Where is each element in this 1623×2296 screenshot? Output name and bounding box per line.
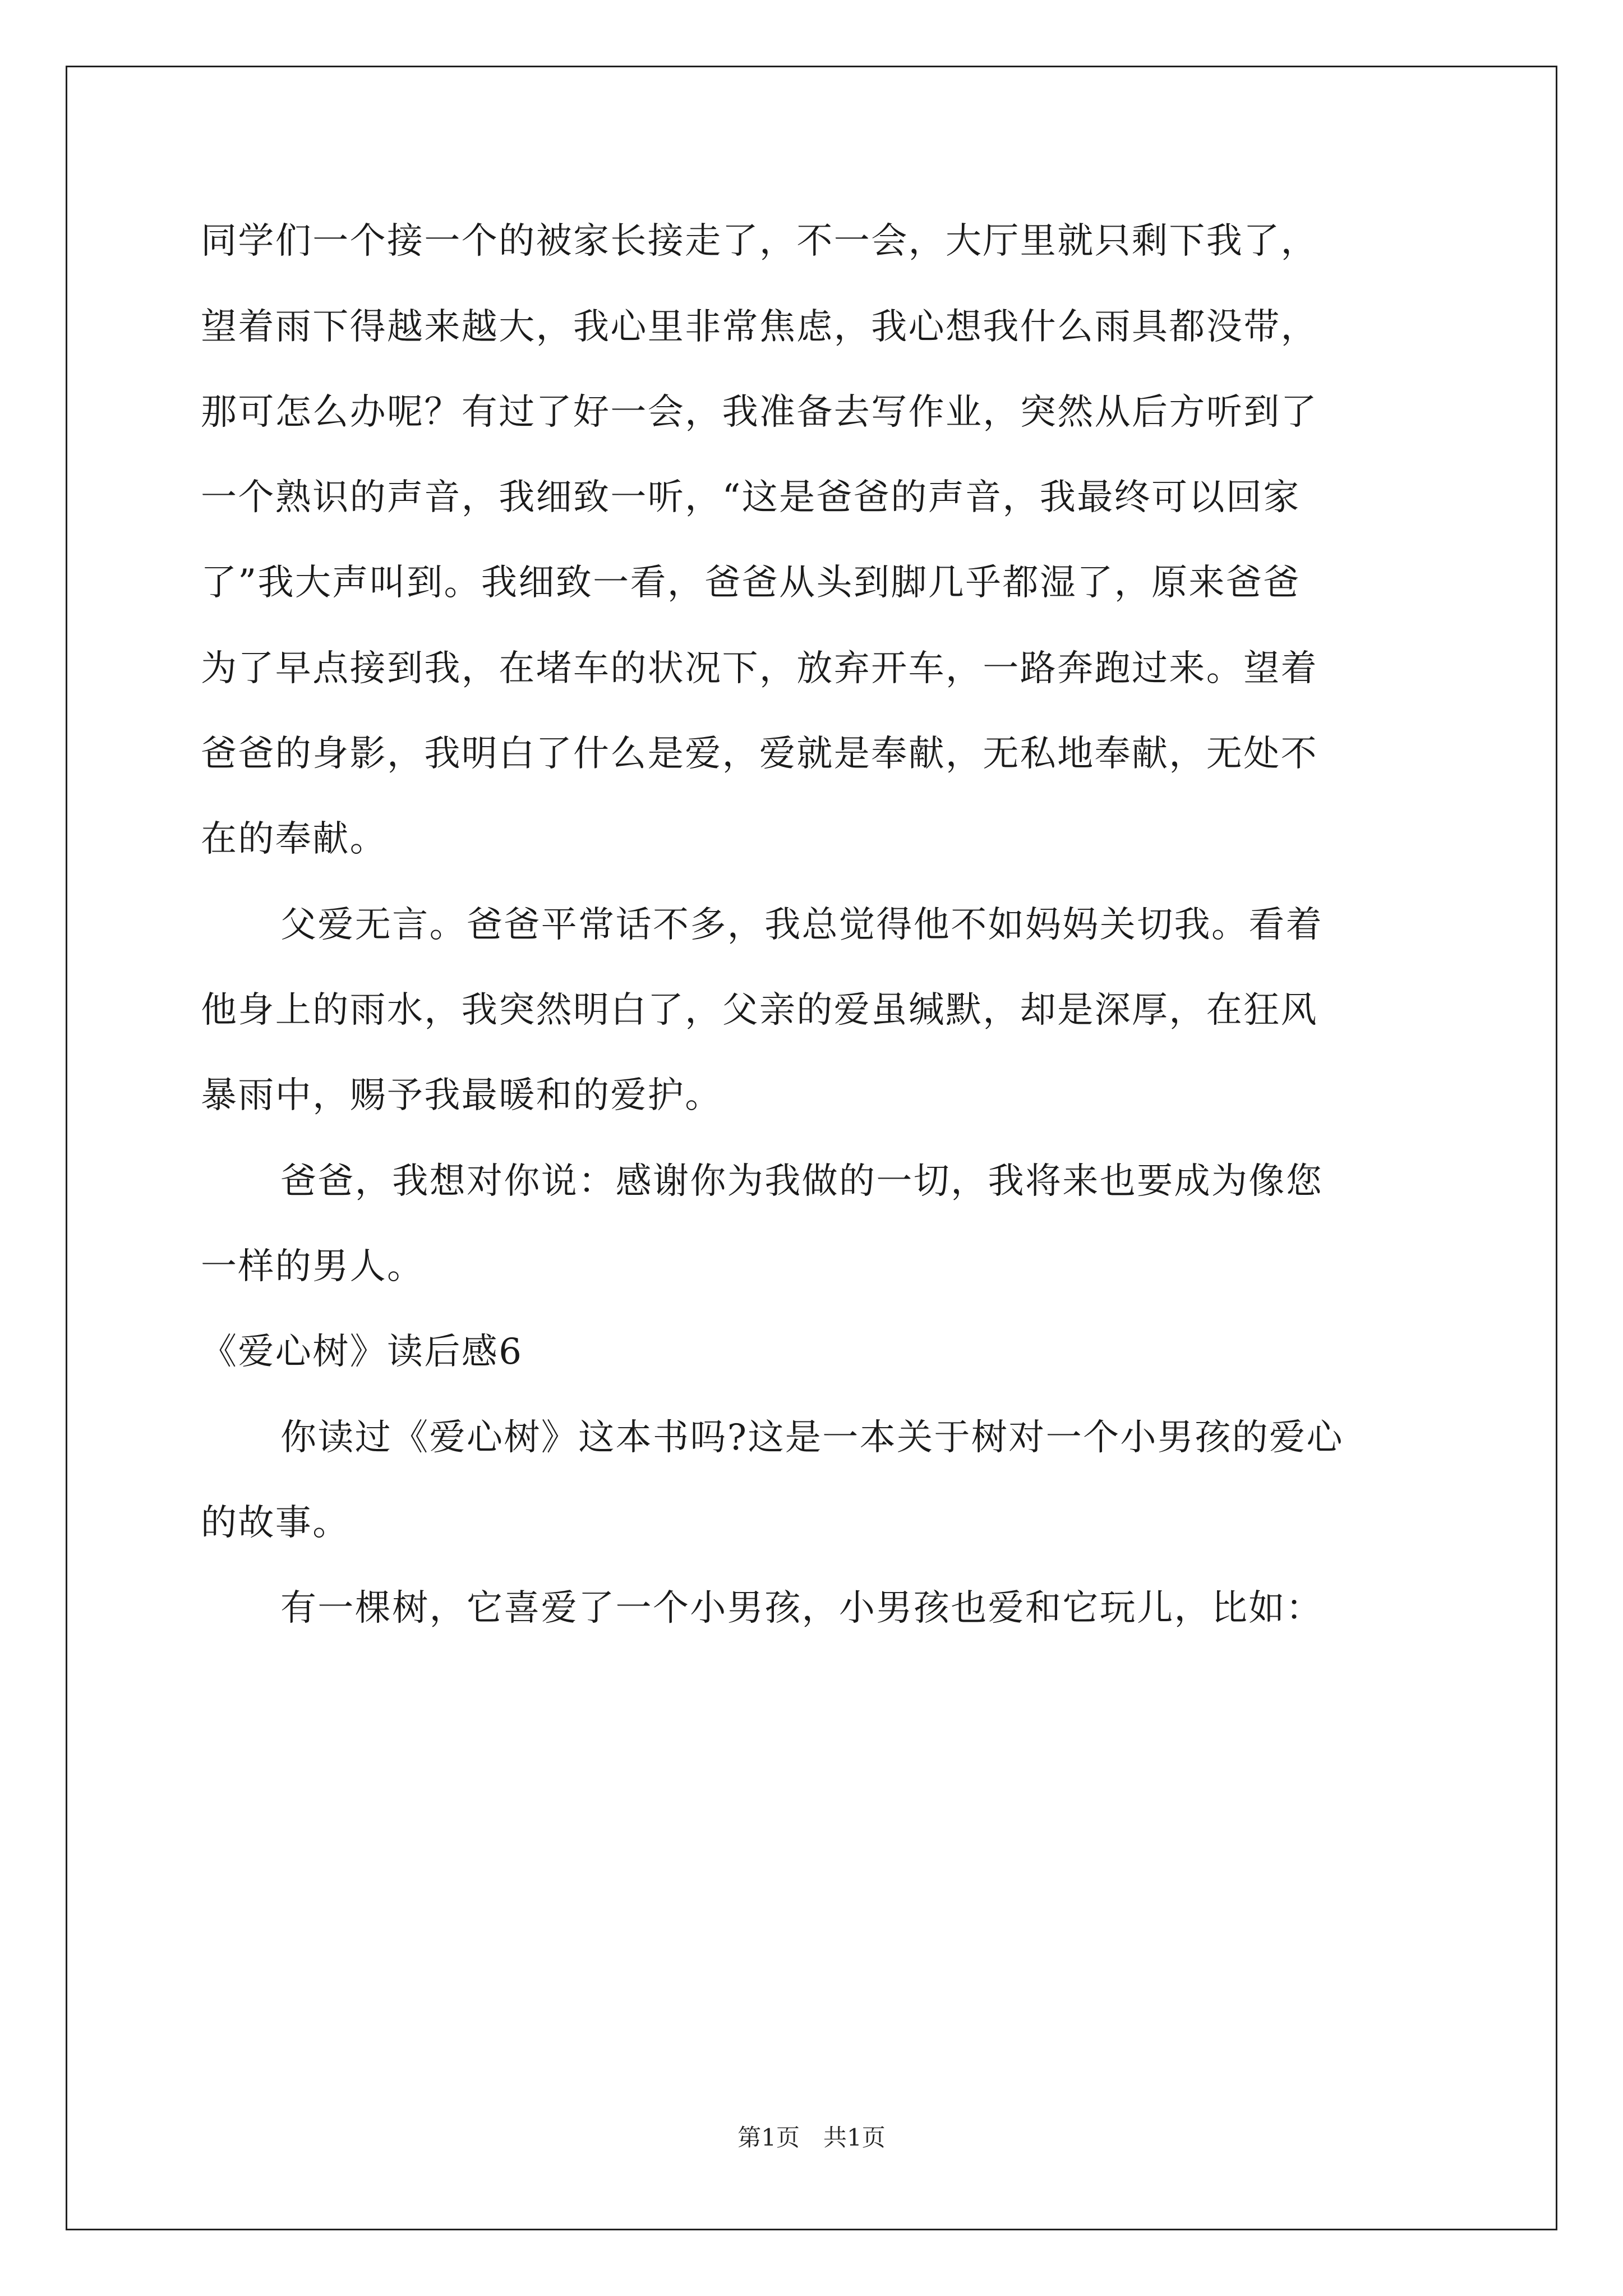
paragraph-start-line: 你读过《爱心树》这本书吗?这是一本关于树对一个小男孩的爱心 [280, 1417, 1344, 1458]
body-line-13: 一样的男人。 [201, 1246, 425, 1287]
body-line-10: 他身上的雨水，我突然明白了，父亲的爱虽缄默，却是深厚，在狂风 [201, 990, 1318, 1031]
body-line-2: 望着雨下得越来越大，我心里非常焦虑，我心想我什么雨具都没带， [201, 306, 1318, 348]
body-line-6: 为了早点接到我，在堵车的状况下，放弃开车，一路奔跑过来。望着 [201, 648, 1318, 689]
body-line-7: 爸爸的身影，我明白了什么是爱，爱就是奉献，无私地奉献，无处不 [201, 733, 1318, 775]
paragraph-start-line: 有一棵树，它喜爱了一个小男孩，小男孩也爱和它玩儿，比如： [280, 1588, 1324, 1629]
page-border [66, 66, 1557, 2230]
body-line-1: 同学们一个接一个的被家长接走了，不一会，大厅里就只剩下我了， [201, 220, 1318, 262]
paragraph-start-line: 爸爸，我想对你说：感谢你为我做的一切，我将来也要成为像您 [280, 1161, 1324, 1202]
body-line-5: 了”我大声叫到。我细致一看，爸爸从头到脚几乎都湿了，原来爸爸 [201, 562, 1301, 604]
page-footer: 第1页 共1页 [737, 2124, 886, 2151]
body-line-8: 在的奉献。 [201, 818, 387, 860]
paragraph-start-line: 父爱无言。爸爸平常话不多，我总觉得他不如妈妈关切我。看着 [280, 904, 1324, 946]
body-line-11: 暴雨中，赐予我最暖和的爱护。 [201, 1075, 722, 1116]
section-heading: 《爱心树》读后感6 [201, 1331, 523, 1373]
body-line-16: 的故事。 [201, 1502, 350, 1544]
body-line-3: 那可怎么办呢？有过了好一会，我准备去写作业，突然从后方听到了 [201, 392, 1318, 433]
body-line-4: 一个熟识的声音，我细致一听，“这是爸爸的声音，我最终可以回家 [201, 477, 1301, 518]
